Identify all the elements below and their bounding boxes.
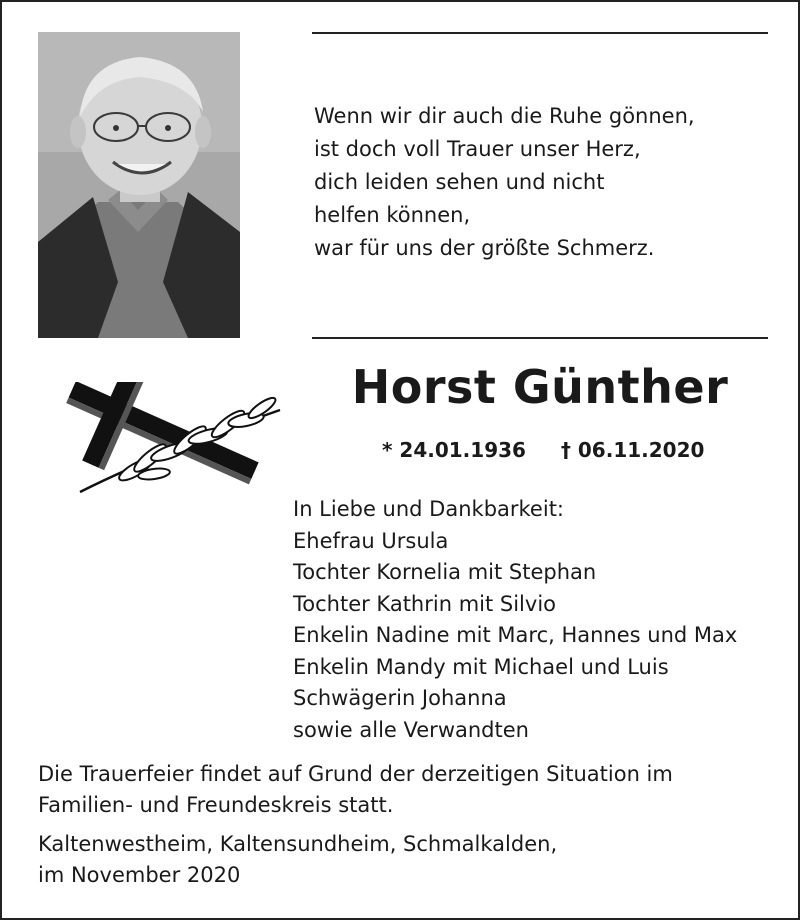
death-date: † 06.11.2020: [560, 438, 705, 462]
ceremony-line: Familien- und Freundeskreis statt.: [38, 793, 394, 817]
verse-line: war für uns der größte Schmerz.: [314, 236, 655, 260]
mourners-list: [293, 494, 793, 746]
mourner-line: Tochter Kathrin mit Silvio: [293, 591, 557, 616]
verse-line: Wenn wir dir auch die Ruhe gönnen,: [314, 104, 695, 128]
top-divider: [312, 32, 768, 34]
mourner-line: Tochter Kornelia mit Stephan: [293, 560, 597, 584]
verse-line: ist doch voll Trauer unser Herz,: [314, 137, 641, 161]
mourners-heading: In Liebe und Dankbarkeit:: [293, 497, 565, 521]
verse-line: helfen können,: [314, 203, 471, 227]
place-line: im November 2020: [38, 863, 241, 887]
place-line: Kaltenwestheim, Kaltensundheim, Schmalkalden,: [38, 832, 558, 856]
cross-with-palm-branch-icon: [50, 382, 288, 498]
mourner-line: Enkelin Mandy mit Michael und Luis: [293, 654, 669, 679]
mourner-line: Ehefrau Ursula: [293, 528, 449, 553]
memorial-verse: [314, 100, 764, 265]
deceased-name: Horst Günther: [351, 360, 729, 414]
birth-date: * 24.01.1936: [382, 438, 526, 462]
mourner-line: sowie alle Verwandten: [293, 717, 529, 742]
verse-line: dich leiden sehen und nicht: [314, 170, 605, 194]
life-dates: [382, 438, 705, 462]
place-and-date: [38, 829, 778, 891]
portrait-photo: [38, 32, 240, 338]
bottom-divider: [312, 337, 768, 339]
ceremony-line: Die Trauerfeier findet auf Grund der derzeitigen Situation im: [38, 762, 673, 786]
mourner-line: Enkelin Nadine mit Marc, Hannes und Max: [293, 623, 738, 647]
ceremony-notice: [38, 759, 778, 821]
mourner-line: Schwägerin Johanna: [293, 686, 507, 710]
